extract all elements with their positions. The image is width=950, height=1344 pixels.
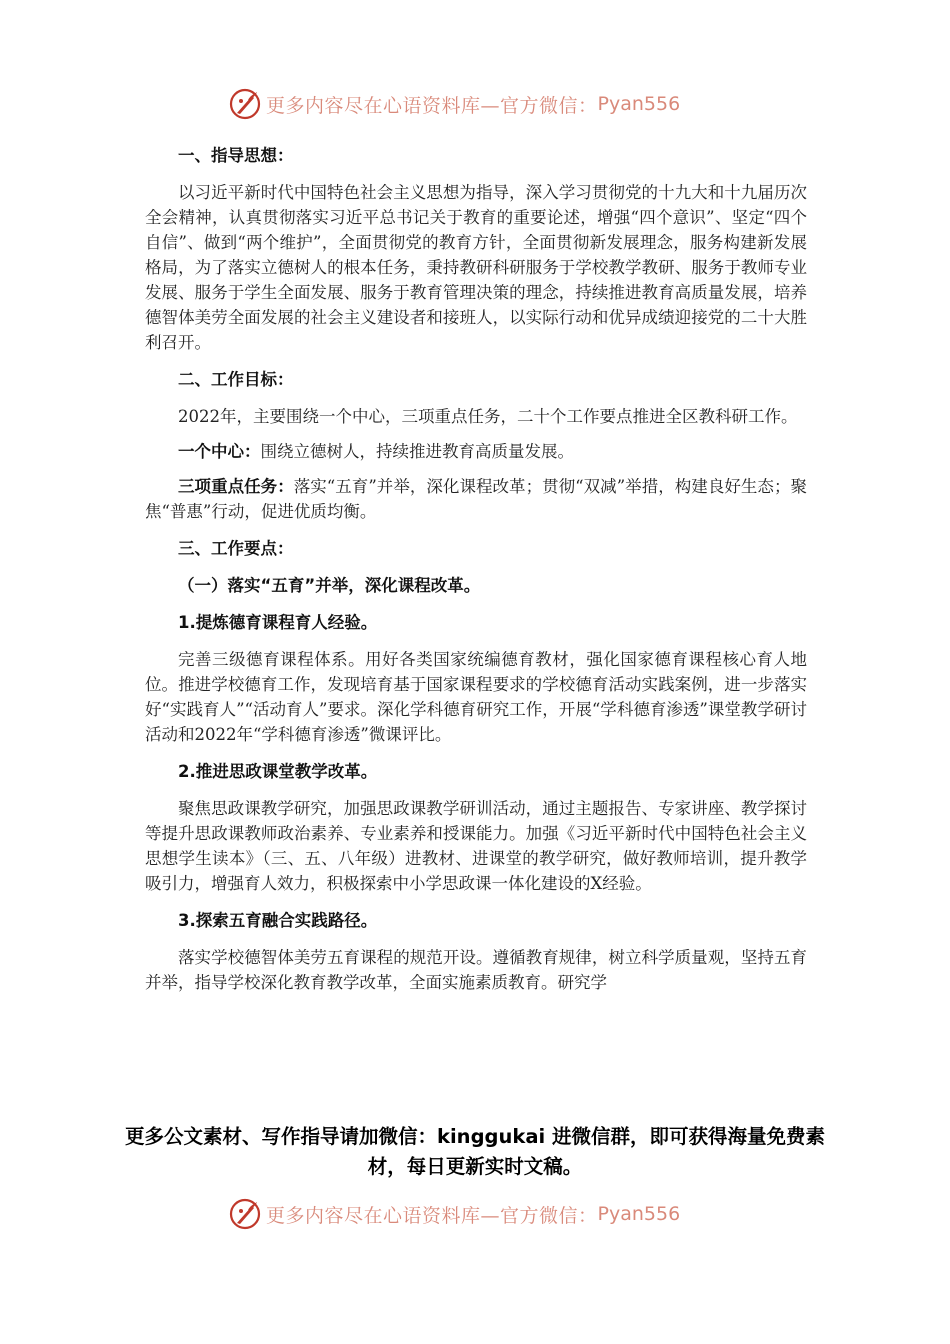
item-heading-1: 1.提炼德育课程育人经验。	[178, 613, 378, 632]
section-heading-work-goals: 二、工作目标：	[178, 370, 294, 389]
paragraph-guiding-thought: 以习近平新时代中国特色社会主义思想为指导，深入学习贯彻党的十九大和十九届历次全会精神，认真贯彻落实习近平总书记关于教育的重要论述，增强“四个意识”、坚定“四个自信”、做到“两个维护”，全面贯彻党的教育方针，全面贯彻新发展理念，服务构建新发展格局，为了落实立德树人的根本任务，秉持教研科研服务于学校教学教研、服务于教师专业发展、服务于学生全面发展、服务于教育管理决策的理念，持续推进教育高质量发展，培养德智体美劳全面发展的社会主义建设者和接班人，以实际行动和优异成绩迎接党的二十大胜利召开。	[145, 183, 807, 352]
quill-logo-icon	[228, 1197, 262, 1231]
banner-wechat-id: Pyan556	[597, 1203, 681, 1225]
footer-promo-note: 更多公文素材、写作指导请加微信：kinggukai 进微信群，即可获得海量免费素材，每日更新实时文稿。	[125, 1125, 825, 1178]
label-one-center: 一个中心：	[178, 442, 261, 461]
section-heading-work-points: 三、工作要点：	[178, 539, 294, 558]
text-three-tasks: 落实“五育”并举，深化课程改革；贯彻“双减”举措，构建良好生态；聚焦“普惠”行动，促进优质均衡。	[145, 477, 808, 521]
section-heading-guiding-thought: 一、指导思想：	[178, 146, 294, 165]
banner-wechat-id: Pyan556	[597, 93, 681, 115]
paragraph-item-1: 完善三级德育课程体系。用好各类国家统编德育教材，强化国家德育课程核心育人地位。推进学校德育工作，发现培育基于国家课程要求的学校德育活动实践案例，进一步落实好“实践育人”“活动育人”要求。深化学科德育研究工作，开展“学科德育渗透”课堂教学研讨活动和2022年“学科德育渗透”微课评比。	[145, 650, 807, 744]
paragraph-item-3: 落实学校德智体美劳五育课程的规范开设。遵循教育规律，树立科学质量观，坚持五育并举，指导学校深化教育教学改革，全面实施素质教育。研究学	[145, 948, 807, 992]
item-heading-3: 3.探索五育融合实践路径。	[178, 911, 378, 930]
document-body	[145, 143, 807, 1007]
header-watermark-banner	[228, 86, 680, 122]
quill-logo-icon	[228, 87, 262, 121]
paragraph-work-goals: 2022年，主要围绕一个中心，三项重点任务，二十个工作要点推进全区教科研工作。	[178, 407, 798, 426]
paragraph-one-center	[145, 439, 807, 464]
label-three-tasks: 三项重点任务：	[178, 477, 294, 496]
subsection-heading-five-education: （一）落实“五育”并举，深化课程改革。	[178, 576, 481, 595]
banner-text: 更多内容尽在心语资料库—官方微信：	[266, 1204, 598, 1227]
footer-watermark-banner	[228, 1196, 680, 1232]
banner-text: 更多内容尽在心语资料库—官方微信：	[266, 94, 598, 117]
paragraph-item-2: 聚焦思政课教学研究，加强思政课教学研训活动，通过主题报告、专家讲座、教学探讨等提升思政课教师政治素养、专业素养和授课能力。加强《习近平新时代中国特色社会主义思想学生读本》（三、五、八年级）进教材、进课堂的教学研究，做好教师培训，提升教学吸引力，增强育人效力，积极探索中小学思政课一体化建设的X经验。	[145, 799, 807, 893]
item-heading-2: 2.推进思政课堂教学改革。	[178, 762, 378, 781]
text-one-center: 围绕立德树人，持续推进教育高质量发展。	[260, 442, 574, 461]
paragraph-three-tasks	[145, 474, 807, 524]
